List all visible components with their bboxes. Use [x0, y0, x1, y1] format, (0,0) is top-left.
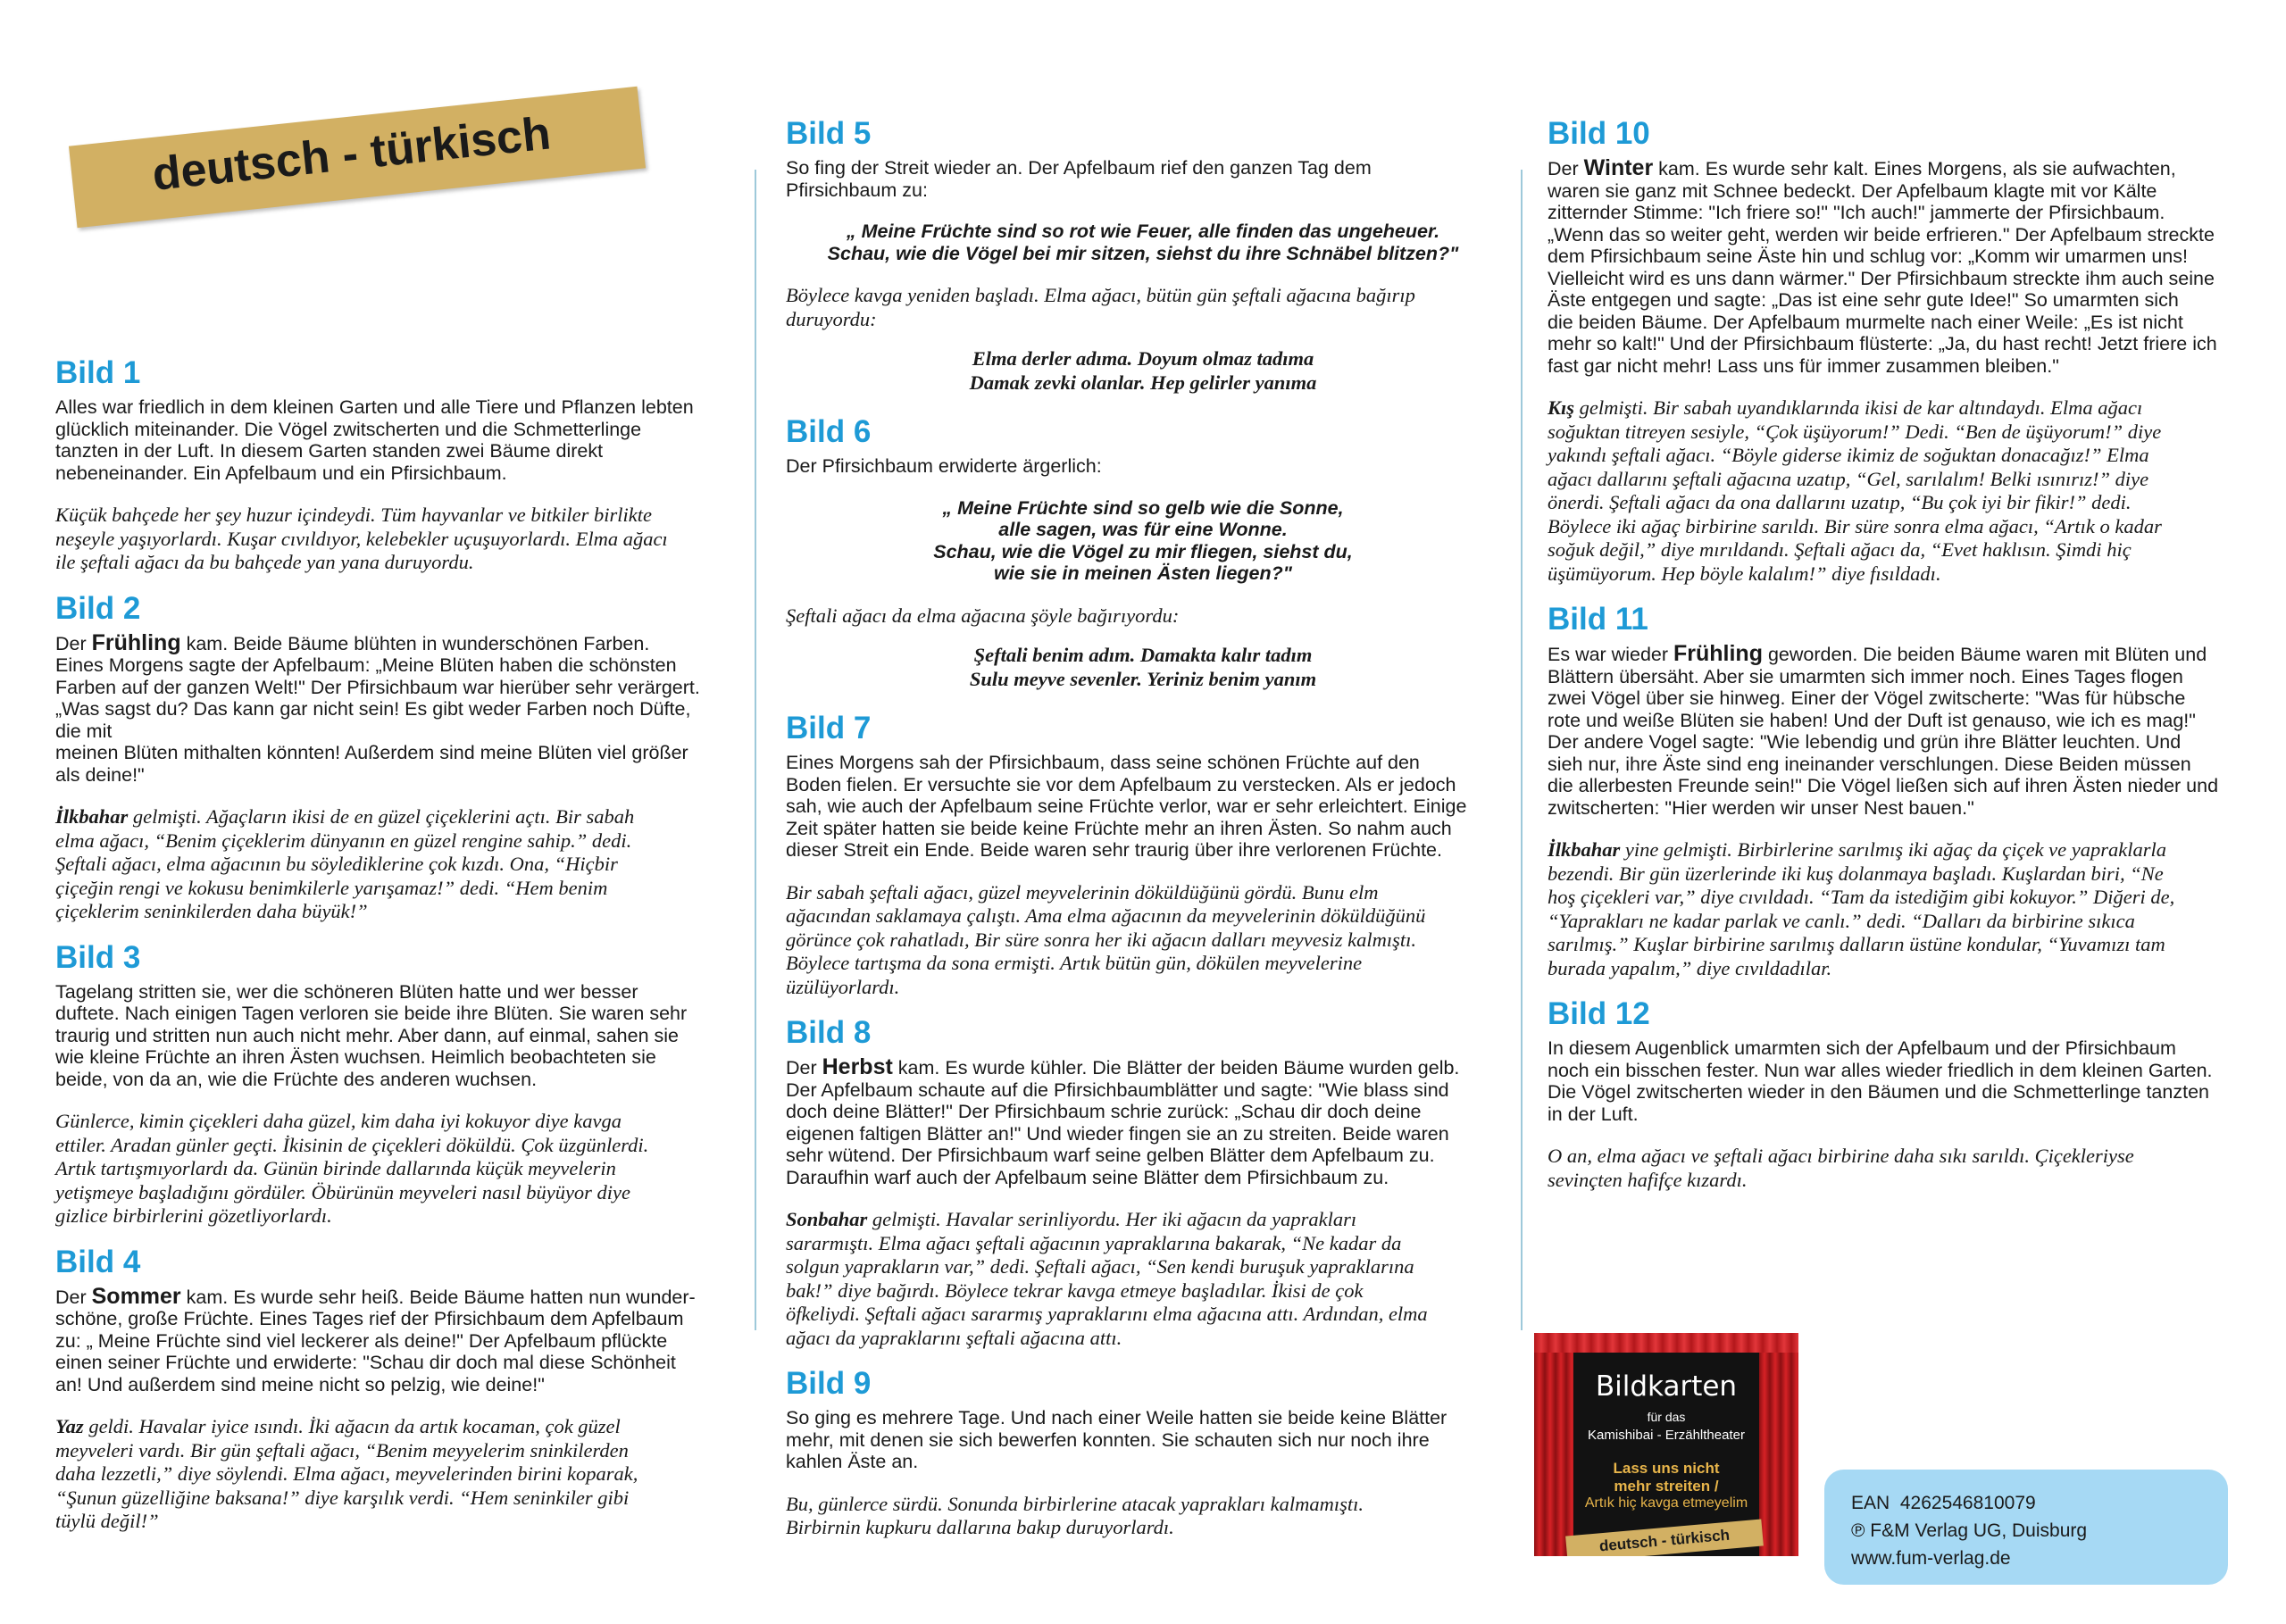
turkish-text	[786, 604, 1500, 629]
column-3	[1548, 116, 2235, 1208]
turkish-line: elma ağacı, “Benim çiçeklerim dünyanın en güzel rengine sahip.” dedi.	[55, 829, 632, 852]
turkish-text	[786, 1493, 1500, 1540]
german-line: Alles war friedlich in dem kleinen Garten und alle Tiere und Pflanzen lebten	[55, 396, 694, 418]
german-line: an! Und außerdem sind meine nicht so pelzig, wie deine!"	[55, 1373, 545, 1395]
german-line: waren sie ganz mit Schnee bedeckt. Der Apfelbaum klagte mit vor Kälte	[1548, 179, 2157, 202]
german-line: traurig und stritten nun auch nicht mehr. Aber dann, auf einmal, sahen sie	[55, 1024, 679, 1046]
card-subtitle-2: Kamishibai - Erzähltheater	[1588, 1428, 1745, 1443]
section-heading: Bild 4	[55, 1244, 141, 1279]
poem-line: Schau, wie die Vögel bei mir sitzen, siehst du ihre Schnäbel blitzen?"	[827, 242, 1459, 264]
season-keyword: Herbst	[822, 1054, 893, 1079]
section-heading: Bild 5	[786, 116, 872, 151]
german-line: Pfirsichbaum zu:	[786, 179, 928, 201]
german-text	[55, 396, 707, 484]
turkish-line: Artık tartışmıyorlardı da. Günün birinde dallarında küçük meyvelerin	[55, 1157, 616, 1179]
turkish-line: çiçeğin rengi ve kokusu benimkilerle yarışamaz!” dedi. “Hem benim	[55, 876, 608, 899]
turkish-line: bak!” diye bağırdı. Böylece tekrar kavga etmeye başladılar. İkisi de çok	[786, 1278, 1364, 1302]
turkish-line: ile şeftali ağacı da bu bahçede yan yana duruyordu.	[55, 551, 474, 573]
german-poem	[786, 497, 1500, 585]
text-part: gelmişti. Ağaçların ikisi de en güzel çiçeklerini açtı. Bir sabah	[128, 805, 635, 828]
german-line: Die Vögel zwitscherten wieder in den Bäumen und die Schmetterlinge tanzten	[1548, 1081, 2209, 1103]
turkish-line: hoş çiçekleri var,” diye cıvıldadı. “Tam da istediğim gibi kokuyor.” Diğeri de,	[1548, 886, 2175, 908]
turkish-text	[55, 805, 707, 924]
section-heading: Bild 7	[786, 711, 872, 745]
turkish-line: “Yaprakları ne kadar parlak ve canlı.” dedi. “Dalları da birbirine sıkıca	[1548, 909, 2135, 932]
card-book-title-3: Artık hiç kavga etmeyelim	[1584, 1495, 1748, 1511]
turkish-line: solgun yaprakların var,” dedi. Şeftali ağacı, “Sen kendi buruşuk yapraklarına	[786, 1255, 1414, 1278]
turkish-line: “Şunun güzelliğine baksana!” diye karşılık verdi. “Hem seninkiler gibi	[55, 1486, 630, 1509]
german-line: noch ein bisschen fester. Nun war alles wieder friedlich in dem kleinen Garten.	[1548, 1059, 2213, 1081]
turkish-line: Böylece iki ağaç birbirine sarıldı. Bir süre sonra elma ağacı, “Artık o kadar	[1548, 514, 2162, 537]
german-text	[786, 752, 1500, 862]
german-line: die allerbesten Freunde sein!" Die Vögel ließen sich auf ihren Ästen nieder und	[1548, 775, 2219, 796]
turkish-line: Birbirnin kupkuru dallarına bakıp duruyorlardı.	[786, 1516, 1174, 1538]
german-line: wie kleine Früchte an ihren Ästen wuchsen. Heimlich beobachteten sie	[55, 1046, 656, 1068]
turkish-line: üşümüyorum. Hep böyle kalalım!” diye fısıldadı.	[1548, 562, 1941, 585]
german-line: zu: „ Meine Früchte sind viel leckerer als deine!" Der Apfelbaum pflückte	[55, 1329, 668, 1352]
german-poem	[786, 221, 1500, 264]
german-line: Farben auf der ganzen Welt!" Der Pfirsichbaum war hierüber sehr verärgert.	[55, 676, 700, 698]
section-heading: Bild 2	[55, 590, 141, 626]
ean-line	[1851, 1493, 2036, 1514]
german-line: Daraufhin warf auch der Apfelbaum seine Blätter dem Pfirsichbaum zu.	[786, 1166, 1389, 1188]
turkish-line: daha lezzetli,” diye söylendi. Elma ağacı, meyvelerinden birini koparak,	[55, 1462, 638, 1485]
german-line: Eines Morgens sagte der Apfelbaum: „Meine Blüten haben die schönsten	[55, 654, 677, 676]
german-line: Der Apfelbaum schaute auf die Pfirsichbaumblätter und sagte: "Wie blass sind	[786, 1079, 1449, 1101]
text-part: kam. Es wurde kühler. Die Blätter der beiden Bäume wurden gelb.	[892, 1057, 1460, 1079]
turkish-line: soğuktan titreyen sesiyle, “Çok üşüyorum!” Dedi. “Ben de üşüyorum!” diye	[1548, 420, 2162, 443]
text-part: kam. Beide Bäume blühten in wunderschönen Farben.	[180, 632, 650, 654]
story-section	[1548, 116, 2235, 586]
german-line: fast gar nicht mehr! Lass uns für immer zusammen bleiben."	[1548, 354, 2059, 377]
publisher-info-box	[1824, 1470, 2228, 1585]
turkish-line: sararmıştı. Elma ağacı şeftali ağacının yapraklarına bakarak, “Ne kadar da	[786, 1231, 1402, 1254]
turkish-line: tüylü değil!”	[55, 1510, 159, 1532]
german-line: Äste entgegen und sagte: „Das ist eine sehr gute Idee!" So umarmten sich	[1548, 289, 2179, 311]
section-heading: Bild 3	[55, 939, 141, 975]
poem-line: Schau, wie die Vögel zu mir fliegen, siehst du,	[933, 540, 1353, 562]
turkish-line: burada yapalım,” diye cıvıldadılar.	[1548, 956, 1832, 979]
poem-line: „ Meine Früchte sind so rot wie Feuer, alle finden das ungeheuer.	[846, 221, 1440, 242]
german-line: einen seiner Früchte und erwiderte: "Schau dir doch mal diese Schönheit	[55, 1352, 676, 1373]
language-banner	[69, 87, 646, 228]
ean-number: 4262546810079	[1899, 1493, 2036, 1513]
turkish-text	[1548, 838, 2235, 980]
text-part: Der	[786, 1057, 822, 1079]
german-line: schöne, große Früchte. Eines Tages rief der Pfirsichbaum dem Apfelbaum	[55, 1308, 684, 1329]
german-line: So ging es mehrere Tage. Und nach einer Weile hatten sie beide keine Blätter	[786, 1407, 1448, 1428]
column-1	[55, 355, 707, 1550]
german-line: als deine!"	[55, 763, 145, 786]
turkish-text	[1548, 396, 2235, 586]
section-heading: Bild 1	[55, 355, 141, 390]
story-section	[55, 1245, 707, 1534]
publisher-line: ℗ F&M Verlag UG, Duisburg	[1851, 1520, 2088, 1541]
text-part: Es war wieder	[1548, 644, 1673, 665]
story-section	[786, 414, 1500, 691]
column-divider-right	[1521, 170, 1523, 1330]
turkish-text	[1548, 1145, 2235, 1192]
story-section	[55, 355, 707, 575]
german-line: duftete. Nach einigen Tagen verloren sie beide ihre Blüten. Sie waren sehr	[55, 1003, 688, 1024]
german-line: mehr so kalt!" Und der Pfirsichbaum flüsterte: „Ja, du hast recht! Jetzt friere ich	[1548, 333, 2217, 354]
poem-line: Damak zevki olanlar. Hep gelirler yanıma	[969, 371, 1317, 394]
turkish-text	[786, 284, 1500, 331]
story-section	[55, 591, 707, 924]
german-line: die mit	[55, 720, 113, 742]
poem-line: Şeftali benim adım. Damakta kalır tadım	[973, 644, 1313, 666]
section-heading: Bild 6	[786, 414, 872, 449]
turkish-line: soğuk değil,” diye mırıldandı. Şeftali ağacı da, “Evet haklısın. Şimdi hiç	[1548, 538, 2132, 561]
turkish-line: sarılmış.” Kuşlar birbirine sarılmış dalların üstüne kondular, “Yuvamızı tam	[1548, 933, 2165, 955]
section-heading: Bild 11	[1548, 602, 1648, 637]
german-line: dieser Streit ein Ende. Beide waren sehr traurig über ihre verlorenen Früchte.	[786, 839, 1442, 861]
turkish-poem	[786, 347, 1500, 395]
german-line: nebeneinander. Ein Apfelbaum und ein Pfirsichbaum.	[55, 462, 507, 484]
season-keyword-tr: Yaz	[55, 1415, 84, 1437]
turkish-line: Küçük bahçede her şey huzur içindeydi. Tüm hayvanlar ve bitkiler birlikte	[55, 504, 652, 526]
german-line: meinen Blüten mithalten könnten! Außerdem sind meine Blüten viel größer	[55, 742, 688, 763]
season-keyword-tr: Sonbahar	[786, 1208, 868, 1230]
turkish-line: yakındı şeftali ağacı. “Böyle giderse ikimiz de soğuktan donacağız!” Elma	[1548, 444, 2149, 466]
section-heading: Bild 10	[1548, 116, 1650, 151]
text-part: Der	[55, 632, 92, 654]
turkish-line: Şeftali ağacı, elma ağacının bu söylediklerine çok kızdı. Ona, “Hiçbir	[55, 853, 618, 875]
german-line: zitternder Stimme: "Ich friere so!" "Ich auch!" jammerte der Pfirsichbaum.	[1548, 202, 2165, 223]
story-section	[55, 940, 707, 1228]
turkish-text	[786, 881, 1500, 1000]
german-text	[786, 455, 1500, 478]
german-line: sah, wie auch der Apfelbaum seine Früchte verlor, war er sehr erleichtert. Einige	[786, 795, 1467, 817]
turkish-line: Böylece kavga yeniden başladı. Elma ağacı, bütün gün şeftali ağacına bağırıp	[786, 284, 1415, 306]
turkish-text	[55, 1415, 707, 1534]
turkish-line: Böylece tartışma da sona ermişti. Artık bütün gün, dökülen meyvelerine	[786, 952, 1363, 974]
german-line: Vielleicht wird es uns dann wärmer." Der Pfirsichbaum streckte ihm auch seine	[1548, 267, 2215, 289]
curtain-left	[1534, 1333, 1573, 1556]
card-book-title-1: Lass uns nicht	[1613, 1460, 1720, 1477]
season-keyword: Winter	[1583, 155, 1654, 180]
poem-line: „ Meine Früchte sind so gelb wie die Sonne,	[942, 496, 1344, 519]
german-line: glücklich miteinander. Die Vögel zwitscherten und die Schmetterlinge	[55, 418, 642, 440]
poem-line: Elma derler adıma. Doyum olmaz tadıma	[972, 347, 1314, 370]
turkish-line: O an, elma ağacı ve şeftali ağacı birbirine daha sıkı sarıldı. Çiçekleriyse	[1548, 1145, 2134, 1167]
turkish-line: ağacı dallarını şeftali ağacına uzatıp, “Gel, sarılalım! Belki ısınırız!” diye	[1548, 467, 2149, 490]
text-part: Der	[55, 1286, 92, 1308]
german-line: tanzten in der Luft. In diesem Garten standen zwei Bäume direkt	[55, 440, 604, 462]
text-part: Der	[1548, 158, 1584, 179]
german-line: doch deine Blätter!" Der Pfirsichbaum schrie zurück: „Schau dir doch deine	[786, 1101, 1422, 1122]
german-line: mehr, mit denen sie sich bewerfen konnten. Sie schauten sich nur noch ihre	[786, 1428, 1430, 1451]
german-text	[1548, 157, 2235, 377]
curtain-right	[1759, 1333, 1798, 1556]
story-section	[786, 711, 1500, 999]
story-section	[1548, 602, 2235, 980]
german-text	[55, 981, 707, 1091]
german-text	[1548, 1037, 2235, 1125]
season-keyword-tr: İlkbahar	[55, 805, 129, 828]
cover-thumbnail	[1534, 1333, 1798, 1556]
season-keyword: Sommer	[91, 1283, 181, 1309]
turkish-poem	[786, 644, 1500, 691]
german-line: So fing der Streit wieder an. Der Apfelbaum rief den ganzen Tag dem	[786, 157, 1372, 179]
german-line: beide, von da an, wie die Früchte des anderen wuchsen.	[55, 1068, 538, 1090]
season-keyword: Frühling	[91, 629, 181, 655]
story-section	[1548, 996, 2235, 1192]
turkish-line: Bu, günlerce sürdü. Sonunda birbirlerine atacak yaprakları kalmamıştı.	[786, 1492, 1364, 1515]
german-line: Der andere Vogel sagte: "Wie lebendig und grün ihre Blätter leuchten. Und	[1548, 731, 2182, 753]
german-line: In diesem Augenblick umarmten sich der Apfelbaum und der Pfirsichbaum	[1548, 1037, 2176, 1059]
german-line: rote und weiße Blüten sie haben! Und der Duft ist genauso, wie ich es mag!"	[1548, 709, 2196, 731]
text-part: gelmişti. Bir sabah uyandıklarında ikisi de kar altındaydı. Elma ağacı	[1574, 396, 2143, 419]
turkish-line: üzülüyorlardı.	[786, 975, 900, 998]
german-text	[786, 1407, 1500, 1473]
german-line: „Wenn das so weiter geht, werden wir beide erfrieren." Der Apfelbaum streckte	[1548, 223, 2215, 246]
german-line: die beiden Bäume. Der Apfelbaum murmelte nach einer Weile: „Es ist nicht	[1548, 311, 2183, 333]
text-part: geldi. Havalar iyice ısındı. İki ağacın da artık kocaman, çok güzel	[83, 1415, 621, 1437]
ean-label: EAN	[1851, 1493, 1890, 1513]
german-text	[1548, 643, 2235, 819]
german-line: kahlen Äste an.	[786, 1451, 919, 1472]
turkish-line: sevinçten hafifçe kızardı.	[1548, 1168, 1748, 1191]
story-section	[786, 116, 1500, 395]
german-line: zwei Vögel über sie hinweg. Einer der Vögel zwitscherte: "Was für hübsche	[1548, 687, 2186, 709]
card-subtitle-1: für das	[1647, 1410, 1686, 1424]
turkish-line: duruyordu:	[786, 307, 877, 330]
turkish-line: öfkeliydi. Şeftali ağacı sararmış yapraklarını elma ağacına attı. Ardından, elma	[786, 1303, 1428, 1325]
poem-line: wie sie in meinen Ästen liegen?"	[994, 562, 1292, 584]
german-text	[55, 1283, 707, 1396]
section-heading: Bild 9	[786, 1366, 872, 1401]
turkish-line: bezendi. Bir gün üzerlerinde iki kuş dolanmaya başladı. Kuşlardan biri, “Ne	[1548, 862, 2164, 885]
text-part: geworden. Die beiden Bäume waren mit Blüten und	[1762, 644, 2207, 665]
german-line: eigenen faltigen Blätter an!" Und wieder fingen sie an zu streiten. Beide waren	[786, 1122, 1449, 1145]
german-line: Eines Morgens sah der Pfirsichbaum, dass seine schönen Früchte auf den	[786, 752, 1420, 773]
poem-line: alle sagen, was für eine Wonne.	[998, 519, 1288, 540]
german-line: sehr wütend. Der Pfirsichbaum warf seine gelben Blätter dem Apfelbaum zu.	[786, 1145, 1435, 1166]
section-heading: Bild 8	[786, 1015, 872, 1050]
turkish-line: Şeftali ağacı da elma ağacına şöyle bağırıyordu:	[786, 604, 1180, 627]
turkish-line: neşeyle yaşıyorlardı. Kuşar cıvıldıyor, kelebekler uçuşuyorlardı. Elma ağacı	[55, 527, 668, 550]
column-divider-left	[755, 170, 756, 1330]
website-link[interactable]: www.fum-verlag.de	[1851, 1548, 2011, 1569]
text-part: kam. Es wurde sehr kalt. Eines Morgens, als sie aufwachten,	[1653, 158, 2176, 179]
german-text	[786, 1056, 1500, 1188]
curtain-valance	[1534, 1333, 1798, 1353]
column-2	[786, 116, 1500, 1556]
text-part: kam. Es wurde sehr heiß. Beide Bäume hatten nun wunder-	[180, 1286, 696, 1308]
card-book-title-2: mehr streiten /	[1614, 1478, 1719, 1495]
german-line: sieh nur, ihre Äste sind eng ineinander verschlungen. Diese Beiden müssen	[1548, 753, 2191, 775]
section-heading: Bild 12	[1548, 996, 1650, 1031]
story-section	[786, 1015, 1500, 1350]
turkish-text	[55, 1110, 707, 1228]
german-line: „Was sagst du? Das kann gar nicht sein! Es gibt weder Farben noch Düfte,	[55, 698, 691, 720]
turkish-line: çiçeklerim seninkilerden daha büyük!”	[55, 900, 368, 922]
poem-line: Sulu meyve sevenler. Yeriniz benim yanım	[969, 667, 1317, 690]
german-text	[786, 157, 1500, 201]
turkish-line: yetişmeye başladığını gördüler. Öbürünün meyveleri nasıl büyüyor diye	[55, 1180, 631, 1203]
card-title: Bildkarten	[1595, 1370, 1738, 1403]
story-section	[786, 1366, 1500, 1540]
season-keyword-tr: Kış	[1548, 396, 1575, 419]
turkish-text	[55, 504, 707, 575]
season-keyword-tr: İlkbahar	[1548, 838, 1621, 861]
turkish-text	[786, 1208, 1500, 1350]
german-line: Boden fielen. Er versuchte sie vor dem Apfelbaum zu verstecken. Als er jedoch	[786, 773, 1456, 795]
turkish-line: gizlice birbirlerini gözetliyorlardı.	[55, 1204, 332, 1227]
turkish-line: ettiler. Aradan günler geçti. İkisinin de çiçekleri döküldü. Çok üzgünlerdi.	[55, 1133, 649, 1156]
turkish-line: ağacı da yapraklarını şeftali ağacına attı.	[786, 1326, 1122, 1349]
german-line: Der Pfirsichbaum erwiderte ärgerlich:	[786, 455, 1102, 477]
turkish-line: görünce çok rahatladı, Bir süre sonra her iki ağacın dalları meyvesiz kalmıştı.	[786, 928, 1416, 951]
season-keyword: Frühling	[1673, 641, 1763, 666]
german-line: Zeit später hatten sie beide keine Früchte mehr an ihren Ästen. So nahm auch	[786, 817, 1452, 839]
text-part: yine gelmişti. Birbirlerine sarılmış iki ağaç da çiçek ve yapraklarla	[1620, 838, 2167, 861]
banner-text: deutsch - türkisch	[149, 107, 554, 201]
german-line: Tagelang stritten sie, wer die schöneren Blüten hatte und wer besser	[55, 980, 638, 1003]
card-language-label: deutsch - türkisch	[1565, 1519, 1764, 1556]
german-line: zwitscherten: "Hier werden wir unser Nest bauen."	[1548, 796, 1974, 819]
turkish-line: Bir sabah şeftali ağacı, güzel meyvelerinin döküldüğünü gördü. Bunu elm	[786, 880, 1379, 904]
text-part: gelmişti. Havalar serinliyordu. Her iki ağacın da yaprakları	[867, 1208, 1357, 1230]
german-line: dem Pfirsichbaum seine Äste hin und schlug vor: „Komm wir umarmen uns!	[1548, 246, 2188, 267]
turkish-line: önerdi. Şeftali ağacı da ona dallarını uzatıp, “Bu çok iyi bir fikir!” dedi.	[1548, 491, 2132, 513]
turkish-line: meyveleri vardı. Bir gün şeftali ağacı, “Benim meyyelerim sninkilerden	[55, 1438, 629, 1462]
turkish-line: Günlerce, kimin çiçekleri daha güzel, kim daha iyi kokuyor diye kavga	[55, 1110, 622, 1132]
german-line: Blättern übersäht. Aber sie umarmten sich immer noch. Eines Tages flogen	[1548, 665, 2183, 687]
german-line: in der Luft.	[1548, 1103, 1639, 1125]
german-text	[55, 629, 707, 787]
turkish-line: ağacından saklamaya çalıştı. Ama elma ağacının da meyvelerinin döküldüğünü	[786, 904, 1426, 927]
